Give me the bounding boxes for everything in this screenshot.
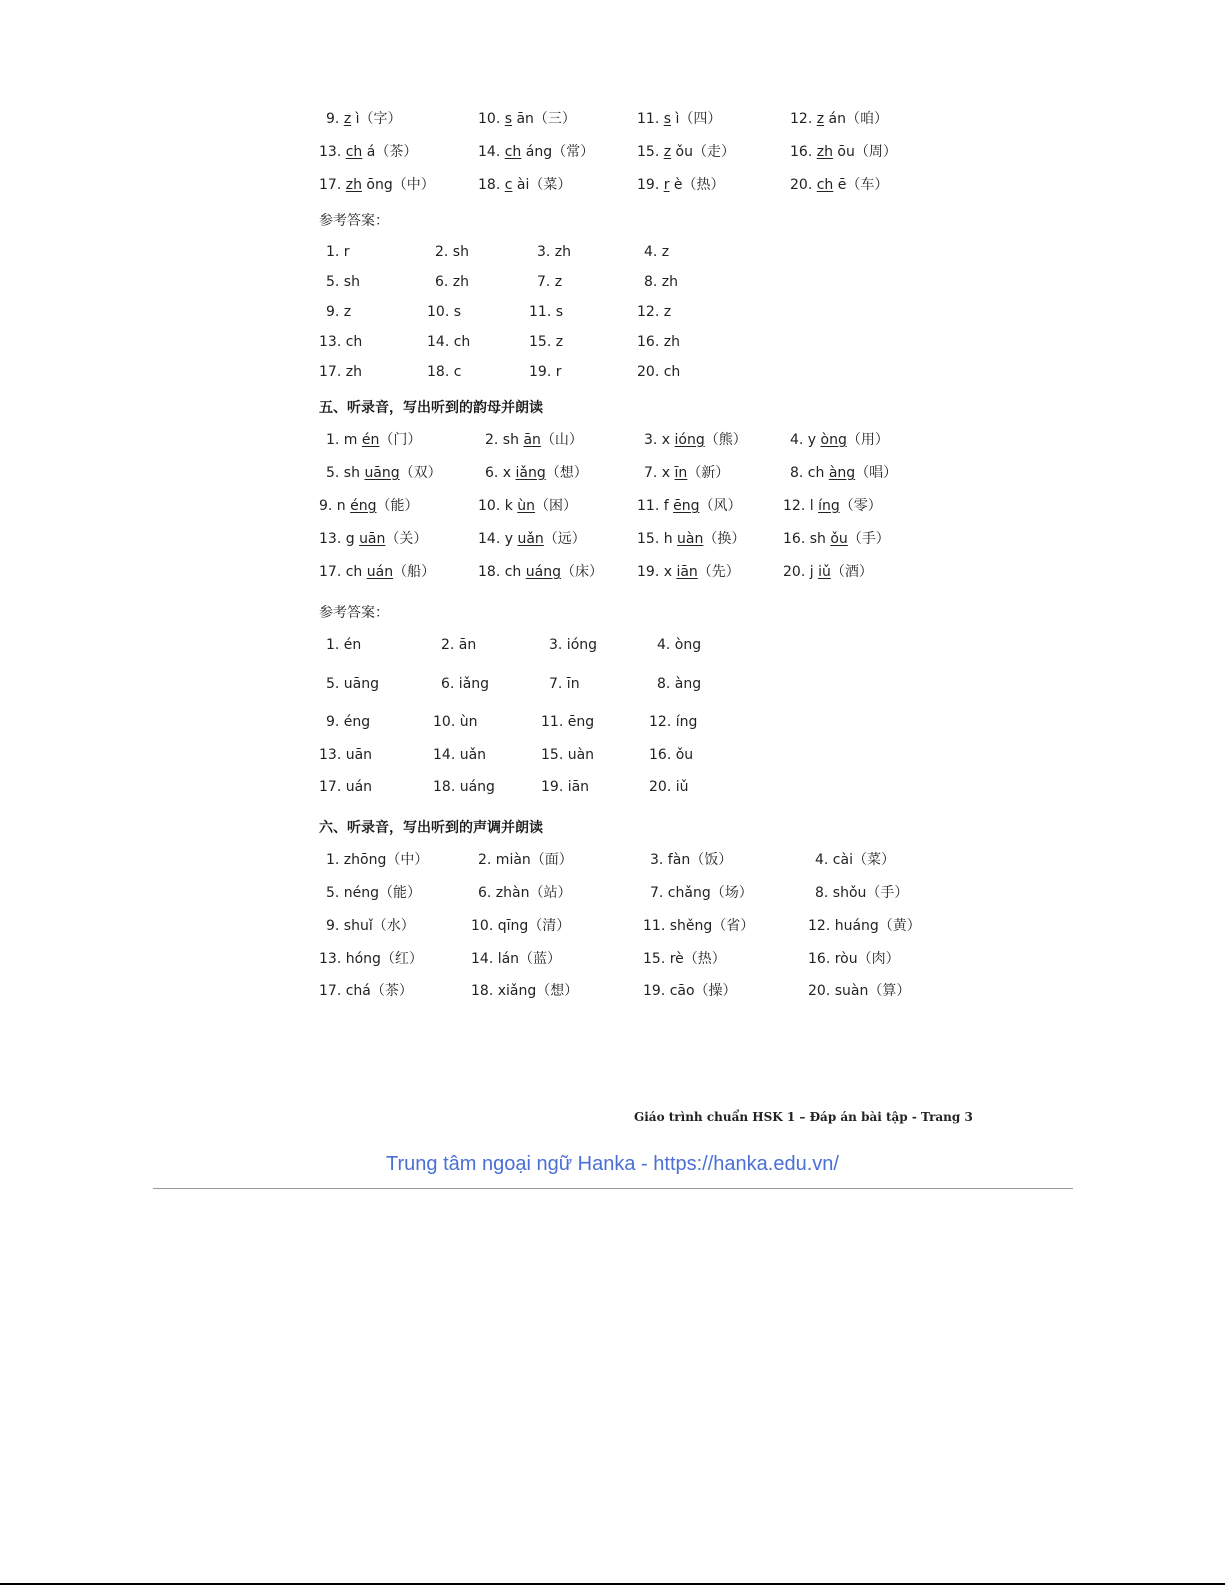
sec6-item: 6. zhàn（站） [478,885,572,901]
sec5-item: 1. m én（门） [326,432,422,448]
sec6-item: 18. xiǎng（想） [471,983,579,999]
answer-item: 12. íng [649,714,698,730]
answer-item: 2. sh [435,244,469,260]
sec6-item: 20. suàn（算） [808,983,911,999]
sec5-item: 4. y òng（用） [790,432,889,448]
answer-item: 12. z [637,304,672,320]
sec6-item: 8. shǒu（手） [815,885,909,901]
answer-item: 20. ch [637,364,681,380]
divider-line [153,1188,1073,1189]
ex4-item: 19. r è（热） [637,177,725,193]
sec5-item: 9. n éng（能） [319,498,419,514]
ex4-item: 14. ch áng（常） [478,144,595,160]
sec5-item: 8. ch àng（唱） [790,465,898,481]
sec6-item: 16. ròu（肉） [808,951,900,967]
answer-key-heading: 参考答案： [319,213,389,229]
answer-item: 10. s [427,304,462,320]
answer-item: 6. zh [435,274,470,290]
answer-item: 17. uán [319,779,373,795]
answer-item: 1. én [326,637,362,653]
ex4-item: 10. s ān（三） [478,111,576,127]
sec5-item: 5. sh uāng（双） [326,465,442,481]
sec5-item: 14. y uǎn（远） [478,531,586,547]
sec5-item: 7. x īn（新） [644,465,730,481]
ex4-item: 16. zh ōu（周） [790,144,897,160]
answer-key-heading: 参考答案： [319,605,389,621]
answer-item: 20. iǔ [649,779,689,795]
sec6-item: 4. cài（菜） [815,852,895,868]
sec6-item: 10. qīng（清） [471,918,571,934]
answer-item: 1. r [326,244,350,260]
sec6-item: 13. hóng（红） [319,951,423,967]
sec5-item: 17. ch uán（船） [319,564,436,580]
section6-heading: 六、听录音，写出听到的声调并朗读 [319,820,543,836]
answer-item: 19. r [529,364,562,380]
answer-item: 18. uáng [433,779,495,795]
sec5-item: 2. sh ān（山） [485,432,583,448]
ex4-item: 9. z ì（字） [326,111,402,127]
answer-item: 15. z [529,334,564,350]
answer-item: 18. c [427,364,462,380]
answer-item: 3. ióng [549,637,598,653]
sec6-item: 2. miàn（面） [478,852,573,868]
sec6-item: 11. shěng（省） [643,918,755,934]
sec5-item: 6. x iǎng（想） [485,465,588,481]
ex4-item: 17. zh ōng（中） [319,177,435,193]
sec5-item: 12. l íng（零） [783,498,882,514]
sec5-item: 15. h uàn（换） [637,531,746,547]
answer-item: 4. z [644,244,670,260]
sec5-item: 18. ch uáng（床） [478,564,603,580]
answer-item: 8. zh [644,274,679,290]
site-link[interactable]: Trung tâm ngoại ngữ Hanka - https://hanka.edu.vn/ [386,1153,839,1175]
section5-heading: 五、听录音，写出听到的韵母并朗读 [319,400,543,416]
answer-item: 4. òng [657,637,702,653]
ex4-item: 18. c ài（菜） [478,177,572,193]
answer-item: 3. zh [537,244,572,260]
answer-item: 14. ch [427,334,471,350]
answer-item: 7. īn [549,676,580,692]
sec6-item: 3. fàn（饭） [650,852,733,868]
answer-item: 16. ǒu [649,747,694,763]
sec5-item: 3. x ióng（熊） [644,432,747,448]
sec6-item: 17. chá（茶） [319,983,413,999]
sec6-item: 12. huáng（黄） [808,918,921,934]
ex4-item: 13. ch á（茶） [319,144,418,160]
ex4-item: 20. ch ē（车） [790,177,889,193]
answer-item: 14. uǎn [433,747,487,763]
answer-item: 8. àng [657,676,702,692]
sec6-item: 9. shuǐ（水） [326,918,415,934]
sec5-item: 19. x iān（先） [637,564,740,580]
sec5-item: 13. g uān（关） [319,531,428,547]
page-footer: Giáo trình chuẩn HSK 1 – Đáp án bài tập - Trang 3 [634,1110,973,1124]
answer-item: 15. uàn [541,747,595,763]
sec5-item: 20. j iǔ（酒） [783,564,873,580]
sec6-item: 7. chǎng（场） [650,885,753,901]
answer-item: 17. zh [319,364,362,380]
sec6-item: 15. rè（热） [643,951,726,967]
answer-item: 10. ùn [433,714,478,730]
answer-item: 13. ch [319,334,363,350]
answer-item: 5. uāng [326,676,380,692]
ex4-item: 15. z ǒu（走） [637,144,735,160]
sec6-item: 14. lán（蓝） [471,951,562,967]
answer-item: 11. s [529,304,564,320]
ex4-item: 12. z án（咱） [790,111,888,127]
answer-item: 9. éng [326,714,371,730]
answer-item: 2. ān [441,637,477,653]
answer-item: 13. uān [319,747,373,763]
ex4-item: 11. s ì（四） [637,111,722,127]
answer-item: 19. iān [541,779,590,795]
answer-item: 5. sh [326,274,360,290]
sec6-item: 1. zhōng（中） [326,852,429,868]
sec5-item: 16. sh ǒu（手） [783,531,890,547]
sec6-item: 19. cāo（操） [643,983,737,999]
answer-item: 11. ēng [541,714,595,730]
sec5-item: 10. k ùn（困） [478,498,578,514]
answer-item: 16. zh [637,334,680,350]
answer-item: 9. z [326,304,352,320]
answer-item: 7. z [537,274,563,290]
sec5-item: 11. f ēng（风） [637,498,742,514]
answer-item: 6. iǎng [441,676,490,692]
sec6-item: 5. néng（能） [326,885,422,901]
